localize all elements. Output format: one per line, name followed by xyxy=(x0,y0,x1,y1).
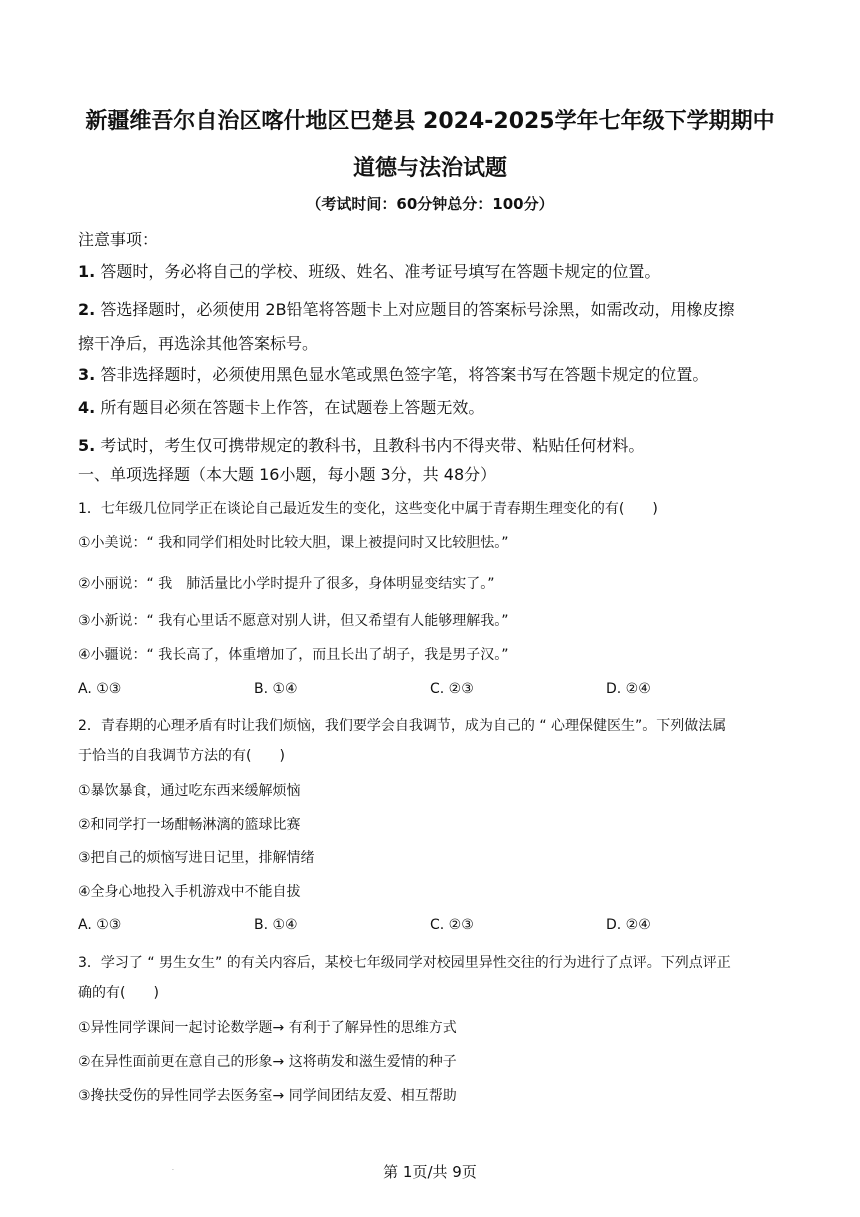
question-item: ③小新说：“ 我有心里话不愿意对别人讲，但又希望有人能够理解我。” xyxy=(78,613,509,629)
note-number: 3. xyxy=(78,365,96,384)
note-number: 5. xyxy=(78,436,96,455)
note-item xyxy=(78,264,660,280)
question-stem: 1．七年级几位同学正在谈论自己最近发生的变化，这些变化中属于青春期生理变化的有( ) xyxy=(78,501,658,517)
exam-title-line1: 新疆维吾尔自治区喀什地区巴楚县 2024-2025学年七年级下学期期中 xyxy=(85,109,775,134)
option-b: B. ①④ xyxy=(254,681,298,697)
note-text: 答选择题时，必须使用 2B铅笔将答题卡上对应题目的答案标号涂黑，如需改动，用橡皮擦 xyxy=(100,300,735,319)
note-text: 答非选择题时，必须使用黑色显水笔或黑色签字笔，将答案书写在答题卡规定的位置。 xyxy=(100,365,709,384)
exam-info: （考试时间：60分钟总分：100分） xyxy=(306,195,554,213)
option-a: A. ①③ xyxy=(78,917,122,933)
question-stem-continuation: 确的有( ) xyxy=(78,985,159,1001)
question-item: ③搀扶受伤的异性同学去医务室→ 同学间团结友爱、相互帮助 xyxy=(78,1088,457,1104)
option-c: C. ②③ xyxy=(430,681,474,697)
note-number: 4. xyxy=(78,398,96,417)
question-item: ②和同学打一场酣畅淋漓的篮球比赛 xyxy=(78,817,301,833)
question-item: ④全身心地投入手机游戏中不能自拔 xyxy=(78,884,301,900)
question-item: ①暴饮暴食，通过吃东西来缓解烦恼 xyxy=(78,783,301,799)
question-item: ①小美说：“ 我和同学们相处时比较大胆，课上被提问时又比较胆怯。” xyxy=(78,535,509,551)
question-item: ④小疆说：“ 我长高了，体重增加了，而且长出了胡子，我是男子汉。” xyxy=(78,647,509,663)
question-stem: 3．学习了 “ 男生女生” 的有关内容后，某校七年级同学对校园里异性交往的行为进行了点评。下列点评正 xyxy=(78,955,731,971)
question-item: ①异性同学课间一起讨论数学题→ 有利于了解异性的思维方式 xyxy=(78,1020,457,1036)
notes-heading: 注意事项： xyxy=(78,230,159,249)
note-item xyxy=(78,400,484,416)
page-number: 第 1页/共 9页 xyxy=(383,1163,477,1181)
option-b: B. ①④ xyxy=(254,917,298,933)
question-stem: 2．青春期的心理矛盾有时让我们烦恼，我们要学会自我调节，成为自己的 “ 心理保健医生”。下列做法属 xyxy=(78,718,727,734)
note-continuation: 擦干净后，再选涂其他答案标号。 xyxy=(78,334,319,353)
question-item: ②小丽说：“ 我 肺活量比小学时提升了很多，身体明显变结实了。” xyxy=(78,576,495,592)
note-number: 1. xyxy=(78,262,96,281)
note-text: 所有题目必须在答题卡上作答，在试题卷上答题无效。 xyxy=(100,398,485,417)
footer-dot: . xyxy=(172,1165,174,1172)
option-c: C. ②③ xyxy=(430,917,474,933)
note-item xyxy=(78,367,708,383)
option-a: A. ①③ xyxy=(78,681,122,697)
note-number: 2. xyxy=(78,300,96,319)
note-text: 考试时，考生仅可携带规定的教科书，且教科书内不得夹带、粘贴任何材料。 xyxy=(100,436,645,455)
option-d: D. ②④ xyxy=(606,681,651,697)
question-item: ②在异性面前更在意自己的形象→ 这将萌发和滋生爱情的种子 xyxy=(78,1054,457,1070)
question-item: ③把自己的烦恼写进日记里，排解情绪 xyxy=(78,850,315,866)
option-d: D. ②④ xyxy=(606,917,651,933)
note-text: 答题时，务必将自己的学校、班级、姓名、准考证号填写在答题卡规定的位置。 xyxy=(100,262,661,281)
note-item xyxy=(78,438,644,454)
question-stem-continuation: 于恰当的自我调节方法的有( ) xyxy=(78,748,285,764)
section-heading: 一、单项选择题（本大题 16小题，每小题 3分，共 48分） xyxy=(78,465,497,484)
exam-title-line2: 道德与法治试题 xyxy=(352,156,507,181)
note-item xyxy=(78,302,735,318)
